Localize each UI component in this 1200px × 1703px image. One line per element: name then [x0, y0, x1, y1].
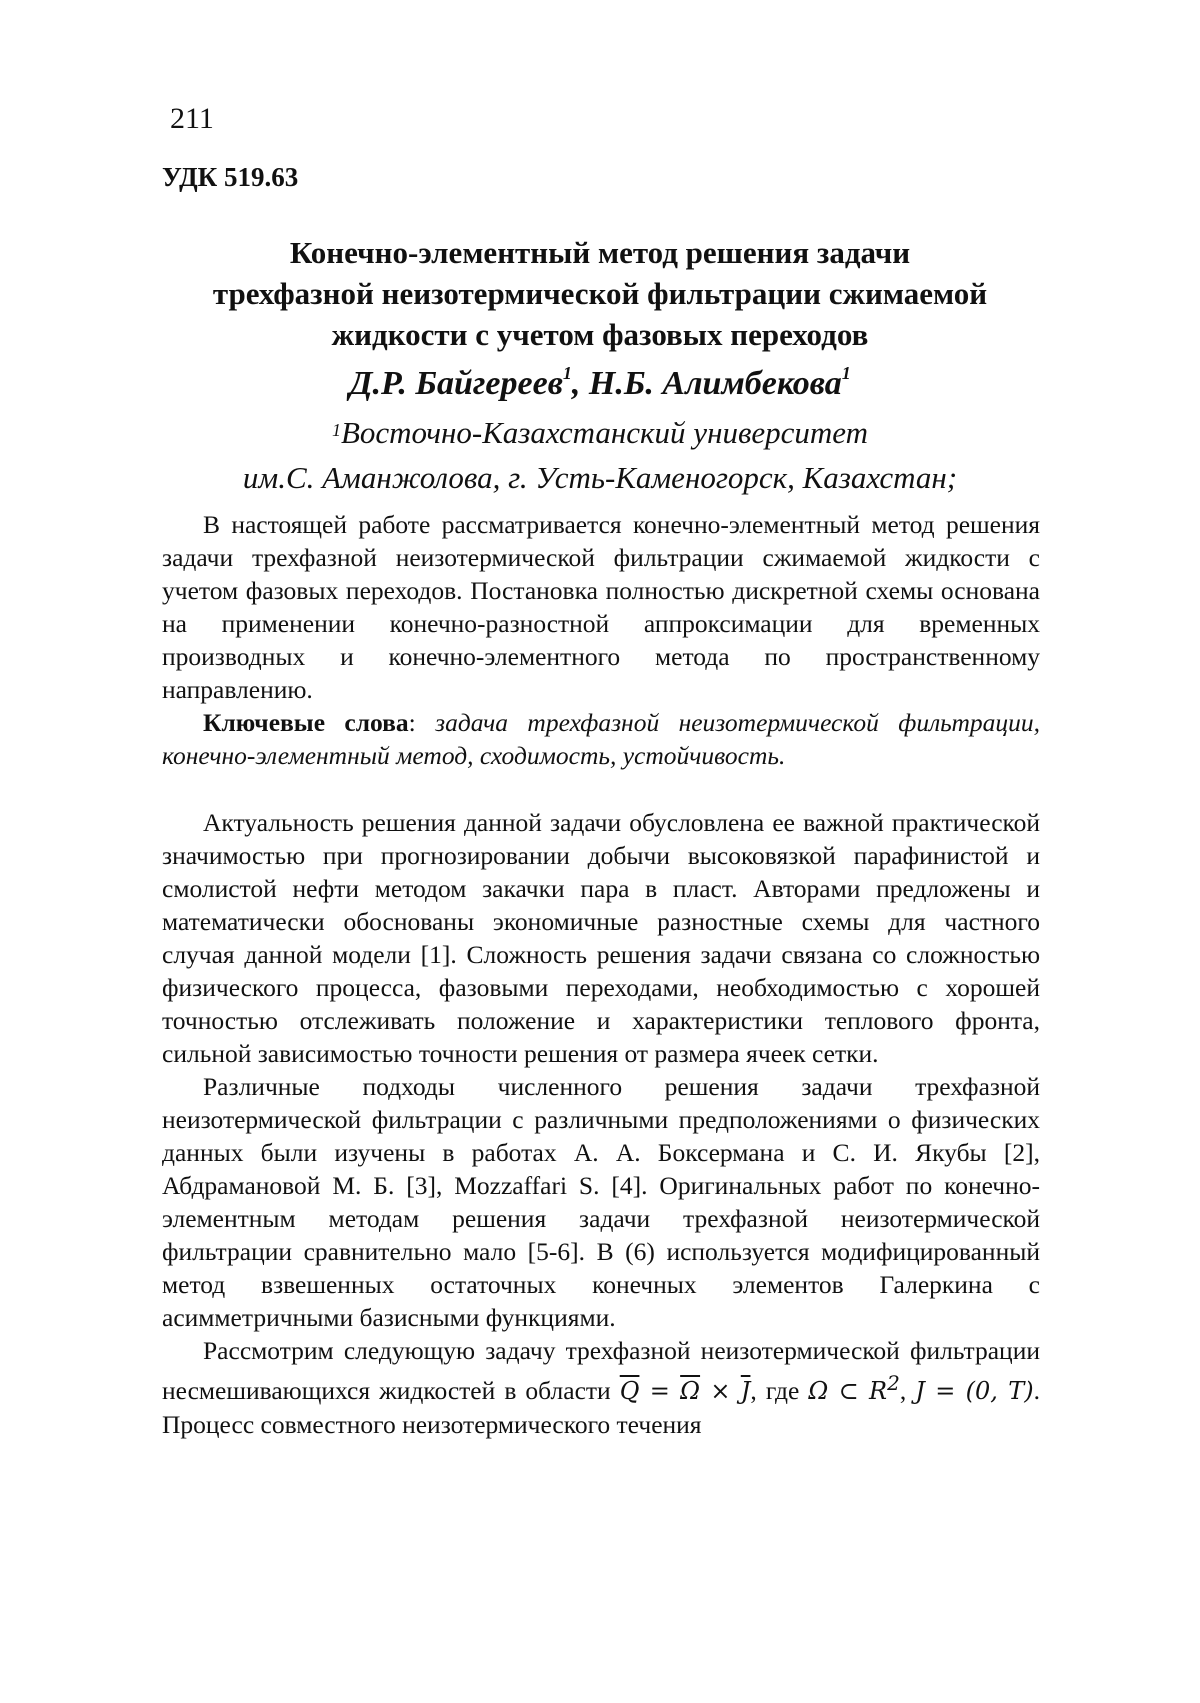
math-operator: = [924, 1377, 966, 1405]
math-subset [808, 1371, 900, 1405]
math-symbol: J [915, 1377, 925, 1405]
paragraph-text: , где [750, 1376, 809, 1405]
paragraph-text: , [899, 1376, 916, 1405]
author-name: Д.Р. Байгереев [349, 365, 563, 402]
math-symbol: $\overline{J}$ [740, 1377, 751, 1405]
math-symbol: R [869, 1377, 888, 1405]
math-symbol: $\overline{\Omega}$ [680, 1377, 701, 1405]
title-line: жидкости с учетом фазовых переходов [331, 317, 869, 352]
udk-code: УДК 519.63 [162, 162, 299, 192]
math-exponent: 2 [887, 1371, 900, 1395]
affiliation-marker: 1 [841, 363, 851, 383]
author-list [140, 365, 1060, 403]
body-paragraph: Актуальность решения данной задачи обусловлена ее важной практической значимостью при прогнозировании добычи высоковязкой парафинистой и смолистой нефти методом закачки пара в пласт. Авторами предложены и математически обоснованы экономичные разностные схемы для частного случая данной модели [1]. Сложность решения задачи связана со сложностью физического процесса, фазовыми переходами, необходимостью с хорошей точностью отслеживать положение и характеристики теплового фронта, сильной зависимостью точности решения от размера ячеек сетки. [162, 808, 1040, 1068]
keywords [162, 706, 1040, 772]
author-name: Н.Б. Алимбекова [588, 365, 842, 402]
body-paragraph [162, 1334, 1040, 1441]
page-number: 211 [170, 102, 214, 135]
main-text [162, 806, 1040, 1441]
paragraph-text: . Процесс совместного неизотермического течения [162, 1376, 1040, 1439]
math-interval [915, 1377, 1033, 1405]
affiliation-line [140, 410, 1060, 455]
keywords-text: задача трехфазной неизотермической фильтрации, конечно-элементный метод, сходимость, устойчивость. [162, 708, 1040, 770]
math-operator: = [639, 1377, 681, 1405]
author-separator: , [571, 365, 589, 402]
affiliation-text: Восточно-Казахстанский университет [340, 415, 869, 450]
paragraph-text: Рассмотрим следующую задачу трехфазной неизотермической фильтрации несмешивающихся жидкостей в области [162, 1336, 1040, 1405]
paper-title [140, 232, 1060, 355]
math-symbol: Ω [808, 1377, 829, 1405]
abstract-text: В настоящей работе рассматривается конечно-элементный метод решения задачи трехфазной неизотермической фильтрации сжимаемой жидкости с учетом фазовых переходов. Постановка полностью дискретной схемы основана на применении конечно-разностной аппроксимации для временных производных и конечно-элементного метода по пространственному направлению. [162, 510, 1040, 704]
keywords-label: Ключевые слова [203, 708, 409, 737]
affiliation [140, 410, 1060, 500]
title-line: трехфазной неизотермической фильтрации сжимаемой [212, 276, 988, 311]
math-domain [620, 1377, 751, 1405]
math-symbol: $\overline{Q}$ [619, 1377, 640, 1405]
math-operator: × [700, 1377, 741, 1405]
math-operator: ⊂ [828, 1377, 870, 1405]
affiliation-marker: 1 [331, 420, 341, 440]
abstract [162, 508, 1040, 772]
title-line: Конечно-элементный метод решения задачи [289, 235, 911, 270]
affiliation-line: им.С. Аманжолова, г. Усть-Каменогорск, Казахстан; [242, 460, 958, 495]
affiliation-marker: 1 [562, 363, 572, 383]
body-paragraph: Различные подходы численного решения задачи трехфазной неизотермической фильтрации с различными предположениями о физических данных были изучены в работах А. А. Боксермана и С. И. Якубы [2], Абдрамановой М. Б. [3], Mozzaffari S. [4]. Оригинальных работ по конечно-элементным методам решения задачи трехфазной неизотермической фильтрации сравнительно мало [5-6]. В (6) используется модифицированный метод взвешенных остаточных конечных элементов Галеркина с асимметричными базисными функциями. [162, 1072, 1040, 1332]
keywords-colon: : [408, 708, 436, 737]
math-symbol: (0, T) [965, 1377, 1034, 1405]
